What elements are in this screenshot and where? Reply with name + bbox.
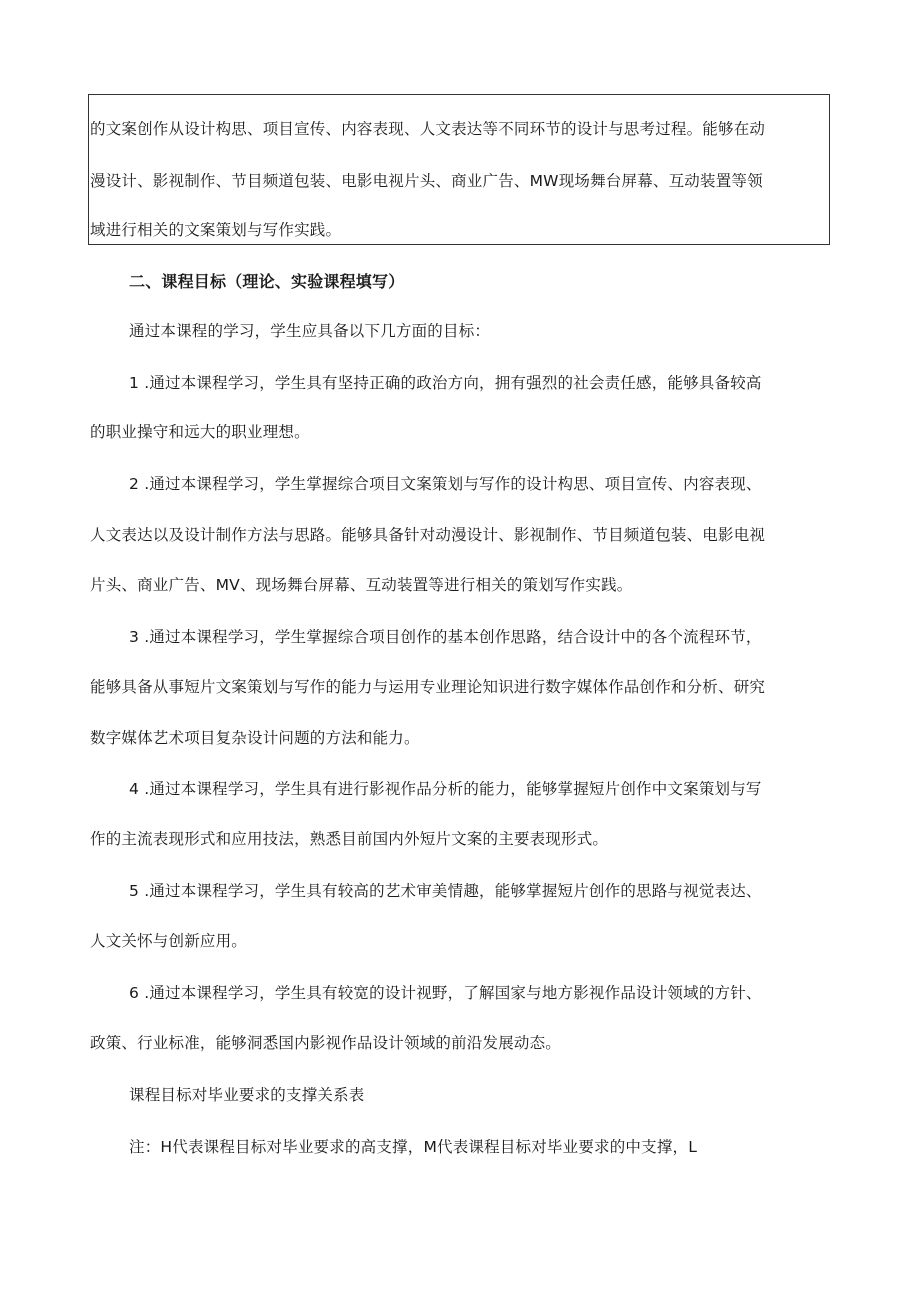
goal-4-line-2: 作的主流表现形式和应用技法，熟悉目前国内外短片文案的主要表现形式。 xyxy=(90,830,609,848)
table-caption: 课程目标对毕业要求的支撑关系表 xyxy=(129,1086,365,1104)
note-line: 注：H代表课程目标对毕业要求的高支撑，M代表课程目标对毕业要求的中支撑，L xyxy=(129,1138,698,1156)
goal-2-line-3: 片头、商业广告、MV、现场舞台屏幕、互动装置等进行相关的策划写作实践。 xyxy=(90,576,633,594)
goal-3-line-1: 3 .通过本课程学习，学生掌握综合项目创作的基本创作思路，结合设计中的各个流程环节， xyxy=(129,628,762,646)
goal-3-line-2: 能够具备从事短片文案策划与写作的能力与运用专业理论知识进行数字媒体作品创作和分析、研究 xyxy=(90,678,766,696)
goal-2-line-1: 2 .通过本课程学习，学生掌握综合项目文案策划与写作的设计构思、项目宣传、内容表现、 xyxy=(129,475,762,493)
section-heading: 二、课程目标（理论、实验课程填写） xyxy=(129,272,405,291)
intro-line-2: 漫设计、影视制作、节目频道包装、电影电视片头、商业广告、MW现场舞台屏幕、互动装置等领 xyxy=(90,172,763,190)
goal-5-line-1: 5 .通过本课程学习，学生具有较高的艺术审美情趣，能够掌握短片创作的思路与视觉表达、 xyxy=(129,882,762,900)
goal-6-line-2: 政策、行业标准，能够洞悉国内影视作品设计领域的前沿发展动态。 xyxy=(90,1034,562,1052)
goal-6-line-1: 6 .通过本课程学习，学生具有较宽的设计视野，了解国家与地方影视作品设计领域的方针、 xyxy=(129,984,762,1002)
goal-5-line-2: 人文关怀与创新应用。 xyxy=(90,932,248,950)
section-lead: 通过本课程的学习，学生应具备以下几方面的目标： xyxy=(129,322,491,340)
goal-4-line-1: 4 .通过本课程学习，学生具有进行影视作品分析的能力，能够掌握短片创作中文案策划与写 xyxy=(129,780,762,798)
intro-line-1: 的文案创作从设计构思、项目宣传、内容表现、人文表达等不同环节的设计与思考过程。能够在动 xyxy=(90,120,766,138)
goal-2-line-2: 人文表达以及设计制作方法与思路。能够具备针对动漫设计、影视制作、节目频道包装、电影电视 xyxy=(90,526,766,544)
goal-1-line-1: 1 .通过本课程学习，学生具有坚持正确的政治方向，拥有强烈的社会责任感，能够具备较高 xyxy=(129,374,762,392)
goal-3-line-3: 数字媒体艺术项目复杂设计问题的方法和能力。 xyxy=(90,729,420,747)
intro-line-3: 域进行相关的文案策划与写作实践。 xyxy=(90,221,342,239)
goal-1-line-2: 的职业操守和远大的职业理想。 xyxy=(90,423,310,441)
